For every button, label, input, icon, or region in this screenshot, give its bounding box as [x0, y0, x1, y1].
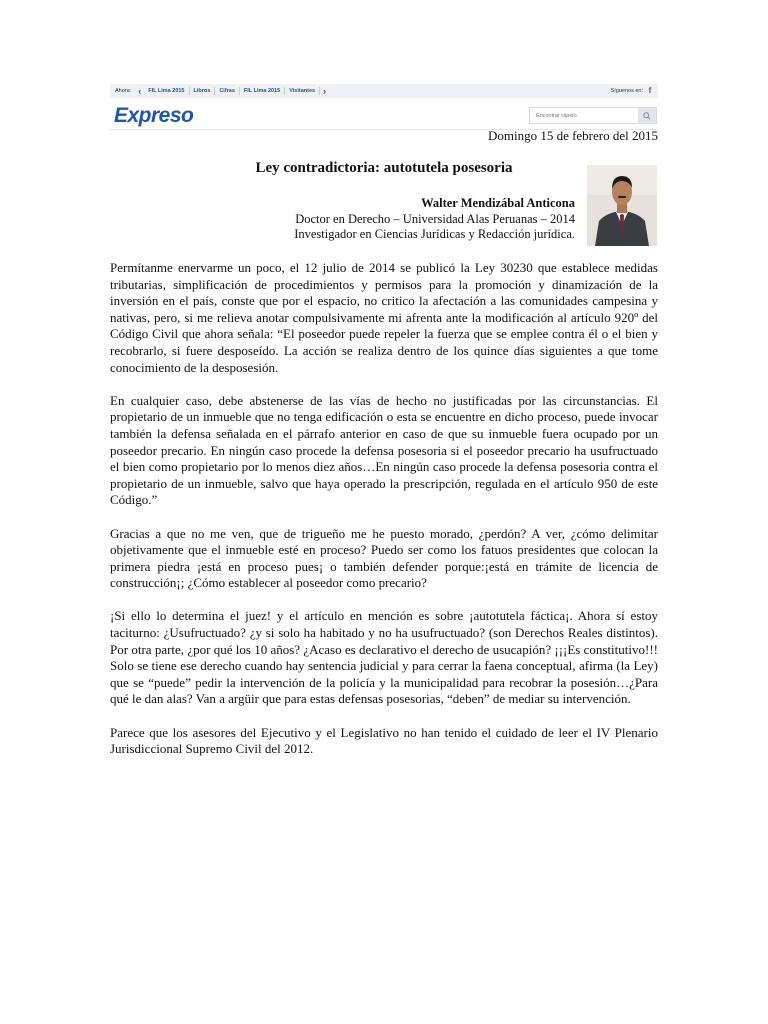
facebook-icon[interactable]: f: [648, 86, 652, 95]
chevron-right-icon[interactable]: ›: [323, 85, 327, 96]
nav-link-4[interactable]: FIL Lima 2015: [240, 87, 285, 95]
paragraph: Gracias a que no me ven, que de trigueño me he puesto morado, ¿perdón? A ver, ¿cómo delimitar objetivamente que el inmueble esté en proceso? Puedo ser como los fatuos presidentes que colocan la primera piedra ¡está en proceso pues¡ o también defender porque:¡está en trámite de licencia de construcción¡; ¿Cómo establecer al poseedor como precario?: [110, 525, 658, 591]
brand-bar: [110, 102, 658, 130]
nav-link-5[interactable]: Visitantes: [285, 87, 320, 95]
search-button[interactable]: [638, 108, 656, 123]
author-credential-2: Investigador en Ciencias Jurídicas y Redacción jurídica.: [294, 227, 575, 241]
search-input[interactable]: [530, 108, 638, 123]
nav-link-2[interactable]: Libros: [190, 87, 216, 95]
nav-link-1[interactable]: FIL Lima 2015: [144, 87, 189, 95]
paragraph: Parece que los asesores del Ejecutivo y el Legislativo no han tenido el cuidado de leer el IV Plenario Jurisdiccional Supremo Civil del 2012.: [110, 724, 658, 757]
paragraph: Permítanme enervarme un poco, el 12 julio de 2014 se publicó la Ley 30230 que establece medidas tributarias, simplificación de procedimientos y permisos para la promoción y dinamización de la inversión en el país, conste que por el espacio, no critico la afectación a las comunidades campesina y nativas, pero, si me relieva anotar compulsivamente mi afrenta ante la modificación al artículo 920º del Código Civil que ahora señala: “El poseedor puede repeler la fuerza que se emplee contra él o el bien y recobrarlo, si fuere desposeído. La acción se realiza dentro de los quince días siguientes a que tome conocimiento de la desposesión.: [110, 260, 658, 375]
author-name: Walter Mendizábal Anticona: [421, 196, 575, 210]
article-title: Ley contradictoria: autotutela posesoria: [255, 160, 513, 176]
chevron-left-icon[interactable]: ‹: [138, 85, 142, 96]
nav-link-3[interactable]: Cifras: [215, 87, 240, 95]
paragraph: En cualquier caso, debe abstenerse de las vías de hecho no justificadas por las circunstancias. El propietario de un inmueble que no tenga edificación o esta se encuentre en dicho proceso, puede invocar también la defensa señalada en el párrafo anterior en caso de que su inmueble fuera ocupado por un poseedor precario. En ningún caso procede la defensa posesoria si el poseedor precario ha usufructuado el bien como propietario por lo menos diez años…En ningún caso procede la defensa posesoria contra el propietario de un inmueble, salvo que haya operado la prescripción, regulada en el artículo 950 de este Código.”: [110, 392, 658, 508]
article-body: [110, 260, 658, 774]
now-label: Ahora:: [115, 88, 132, 94]
article-date: Domingo 15 de febrero del 2015: [487, 128, 658, 143]
author-credential-1: Doctor en Derecho – Universidad Alas Peruanas – 2014: [295, 212, 575, 226]
search-icon: [643, 112, 651, 120]
search-box: [529, 107, 657, 124]
follow-label: Síguenos en:: [610, 88, 643, 94]
site-logo[interactable]: Expreso: [114, 104, 194, 127]
paragraph: ¡Si ello lo determina el juez! y el artículo en mención es sobre ¡autotutela fáctica¡. Ahora sí estoy taciturno: ¿Usufructuado? ¿y si solo ha habitado y no ha usufructuado? (son Derechos Reales distintos). Por otra parte, ¿por qué los 10 años? ¿Acaso es declarativo el derecho de usucapión? ¡¡¡Es constitutivo!!! Solo se tiene ese derecho cuando hay sentencia judicial y para cerrar la faena conceptual, afirma (la Ley) que se “puede” pedir la intervención de la policía y la municipalidad para recobrar la posesión…¿Para qué le dan alas? Van a argüir que para estas defensas posesorias, “deben” de mediar su intervención.: [110, 608, 658, 707]
top-nav-bar: [110, 84, 658, 98]
author-block: [294, 196, 575, 242]
author-portrait-image: [587, 165, 657, 246]
author-photo: [587, 165, 657, 246]
